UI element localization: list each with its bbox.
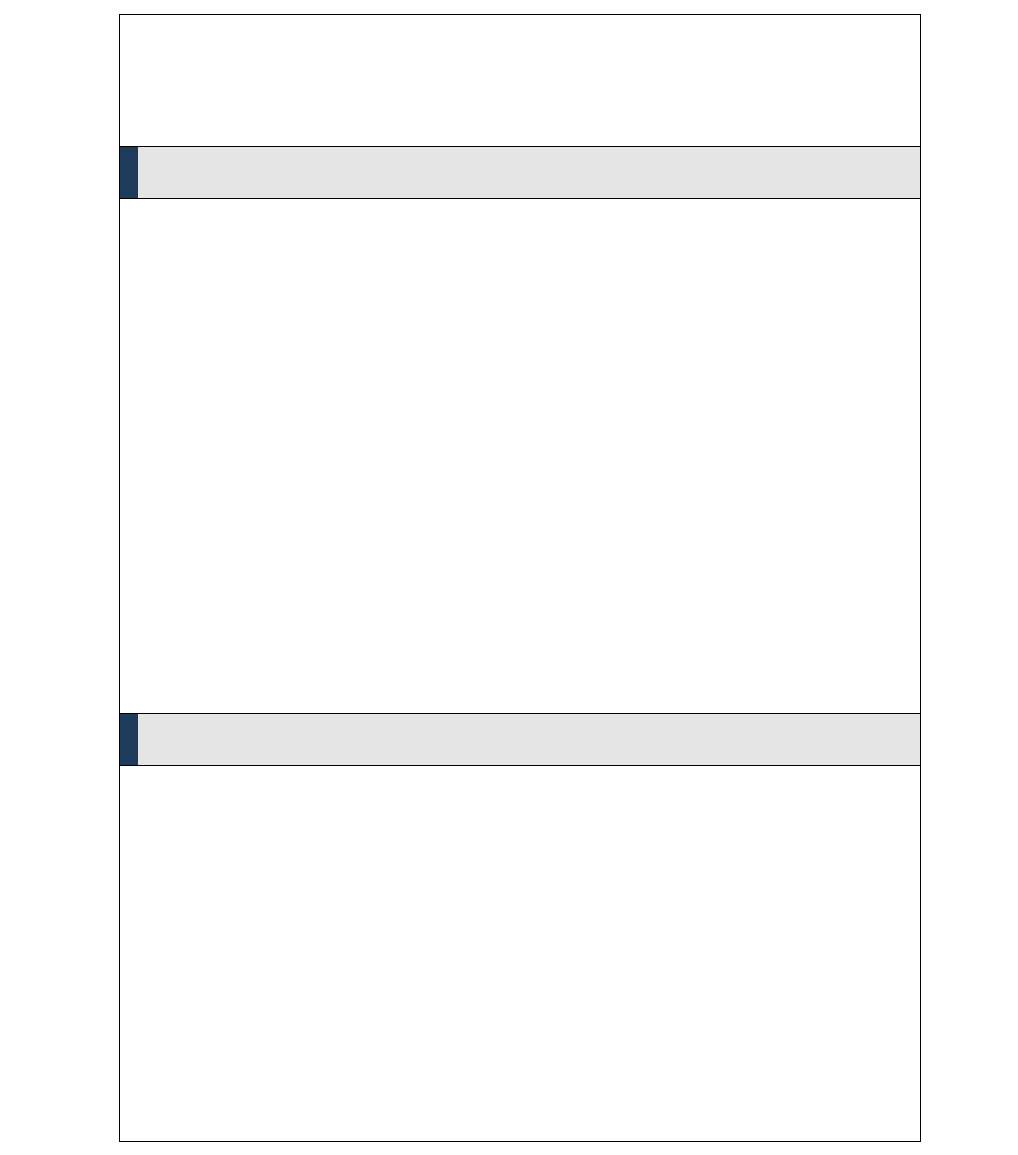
resume-table <box>119 14 921 1142</box>
awards-header <box>120 146 920 199</box>
header-accent-bar <box>120 147 138 198</box>
header-accent-bar <box>120 714 138 765</box>
papers-title <box>144 767 180 801</box>
achievements-header <box>120 713 920 766</box>
